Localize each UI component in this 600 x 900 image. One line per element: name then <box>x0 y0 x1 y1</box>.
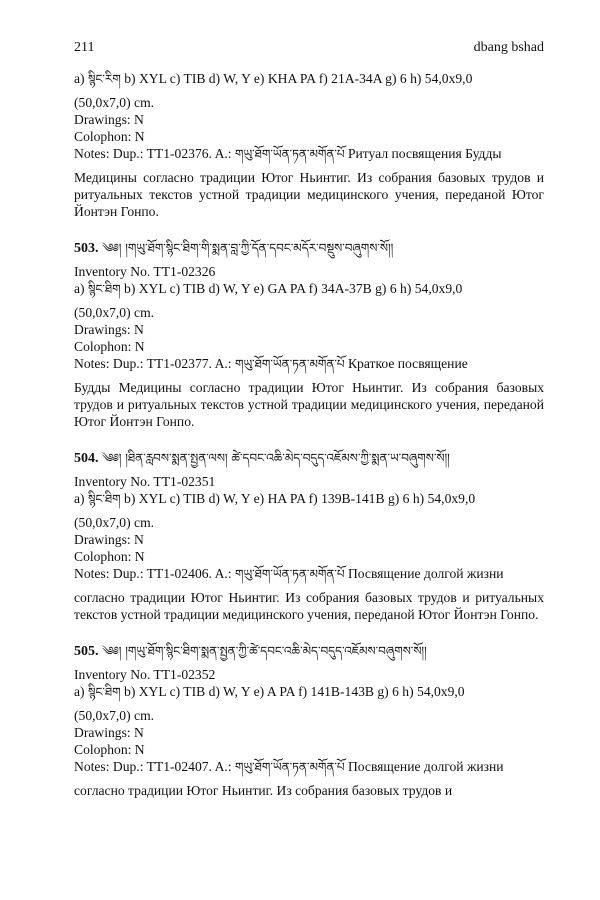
entry-number: 505. <box>74 644 99 659</box>
entry-title <box>74 238 544 259</box>
page-number: 211 <box>74 40 95 55</box>
dimensions-line: (50,0x7,0) cm. <box>74 708 155 723</box>
notes-description: Будды Медицины согласно традиции Ютог Ньинтиг. Из собрания базовых трудов и ритуальных текстов устной традиции медицинского учения, переданой Ютог Йонтэн Гонпо. <box>74 380 544 429</box>
catalog-entry <box>74 641 544 799</box>
catalog-entry <box>74 448 544 623</box>
physical-spec-line: a) སྙིང་ཐིག b) XYL c) TIB d) W, Y e) HA PA f) 139B-141B g) 6 h) 54,0x9,0 <box>74 491 476 506</box>
entry-number: 503. <box>74 241 99 256</box>
tibetan-title: ༄༅། །ཐིན་རླབས་སྨན་སྤྱན་ལས། ཚེ་དབང་འཆི་མེད་བདུད་འཇོམས་ཀྱི་སྨན་ཡ་བཞུགས་སོ།། <box>102 451 450 465</box>
drawings-line: Drawings: N <box>74 112 144 127</box>
notes-line: Notes: Dup.: TT1-02406. A.: གཡུ་ཐོག་ཡོན་ཏན་མགོན་པོ Посвящение долгой жизни <box>74 566 504 581</box>
tibetan-title: ༄༅། །གཡུ་ཐོག་སྙིང་ཐིག་སྨན་སྤྱན་ཀྱི་ཚེ་དབང་འཆི་མེད་བདུད་འཇོམས་བཞུགས་སོ།། <box>102 644 427 658</box>
dimensions-line: (50,0x7,0) cm. <box>74 305 155 320</box>
notes-description: согласно традиции Ютог Ньинтиг. Из собрания базовых трудов и ритуальных текстов устной традиции медицинского учения, переданой Ютог Йонтэн Гонпо. <box>74 590 544 622</box>
colophon-line: Colophon: N <box>74 549 145 564</box>
catalog-entry <box>74 238 544 430</box>
drawings-line: Drawings: N <box>74 322 144 337</box>
colophon-line: Colophon: N <box>74 129 145 144</box>
physical-spec-line: a) སྙིང་ཐིག b) XYL c) TIB d) W, Y e) GA PA f) 34A-37B g) 6 h) 54,0x9,0 <box>74 281 463 296</box>
inventory-number: Inventory No. TT1-02351 <box>74 474 216 489</box>
physical-spec-line: a) སྙིང་རིག b) XYL c) TIB d) W, Y e) KHA PA f) 21A-34A g) 6 h) 54,0x9,0 <box>74 71 473 86</box>
page-header <box>74 40 544 56</box>
tibetan-title: ༄༅། །གཡུ་ཐོག་སྙིང་ཐིག་གི་སྨན་བླ་ཀྱི་དོན་དབང་མདོར་བསྡུས་བཞུགས་སོ།། <box>102 241 394 255</box>
notes-line: Notes: Dup.: TT1-02377. A.: གཡུ་ཐོག་ཡོན་ཏན་མགོན་པོ Краткое посвящение <box>74 356 468 371</box>
entry-title <box>74 448 544 469</box>
dimensions-line: (50,0x7,0) cm. <box>74 95 155 110</box>
drawings-line: Drawings: N <box>74 725 144 740</box>
document-page <box>74 40 544 799</box>
drawings-line: Drawings: N <box>74 532 144 547</box>
entry-number: 504. <box>74 451 99 466</box>
inventory-number: Inventory No. TT1-02326 <box>74 264 216 279</box>
notes-description: Медицины согласно традиции Ютог Ньинтиг. Из собрания базовых трудов и ритуальных текстов устной традиции медицинского учения, переданой Ютог Йонтэн Гонпо. <box>74 170 544 219</box>
notes-description: согласно традиции Ютог Ньинтиг. Из собрания базовых трудов и <box>74 783 453 798</box>
colophon-line: Colophon: N <box>74 339 145 354</box>
entry-title <box>74 641 544 662</box>
catalog-entry-continuation <box>74 70 544 220</box>
colophon-line: Colophon: N <box>74 742 145 757</box>
dimensions-line: (50,0x7,0) cm. <box>74 515 155 530</box>
running-title: dbang bshad <box>473 40 544 55</box>
notes-line: Notes: Dup.: TT1-02376. A.: གཡུ་ཐོག་ཡོན་ཏན་མགོན་པོ Ритуал посвящения Будды <box>74 146 502 161</box>
notes-line: Notes: Dup.: TT1-02407. A.: གཡུ་ཐོག་ཡོན་ཏན་མགོན་པོ Посвящение долгой жизни <box>74 759 504 774</box>
physical-spec-line: a) སྙིང་ཐིག b) XYL c) TIB d) W, Y e) A PA f) 141B-143B g) 6 h) 54,0x9,0 <box>74 684 465 699</box>
inventory-number: Inventory No. TT1-02352 <box>74 667 216 682</box>
